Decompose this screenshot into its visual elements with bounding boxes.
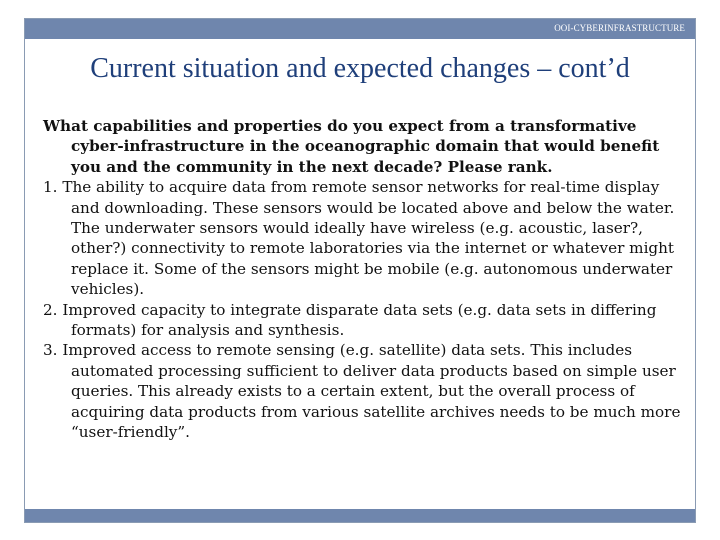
list-item: 3. Improved access to remote sensing (e.g. satellite) data sets. This includes automated processing sufficient to deliver data products based on simple user queries. This already exists to a certain extent, but the overall process of acquiring data products from various satellite archives needs to be much more “user-friendly”. (43, 341, 681, 442)
header-label: OOI-CYBERINFRASTRUCTURE (554, 23, 685, 33)
list-item: 2. Improved capacity to integrate disparate data sets (e.g. data sets in differing formats) for analysis and synthesis. (43, 300, 657, 340)
slide-frame (24, 18, 696, 523)
list-item: 1. The ability to acquire data from remote sensor networks for real-time display and downloading. These sensors would be located above and below the water. The underwater sensors would ideally have wireless (e.g. acoustic, laser?, other?) connectivity to remote laboratories via the internet or whatever might replace it. Some of the sensors might be mobile (e.g. autonomous underwater vehicles). (43, 178, 675, 299)
slide-content (43, 116, 683, 443)
slide-title: Current situation and expected changes – cont’d (90, 53, 630, 84)
question-text: What capabilities and properties do you expect from a transformative cyber-infrastructure in the oceanographic domain that would benefit you and the community in the next decade? Please rank. (43, 117, 660, 176)
footer-bar (25, 509, 695, 522)
header-bar (25, 19, 695, 39)
